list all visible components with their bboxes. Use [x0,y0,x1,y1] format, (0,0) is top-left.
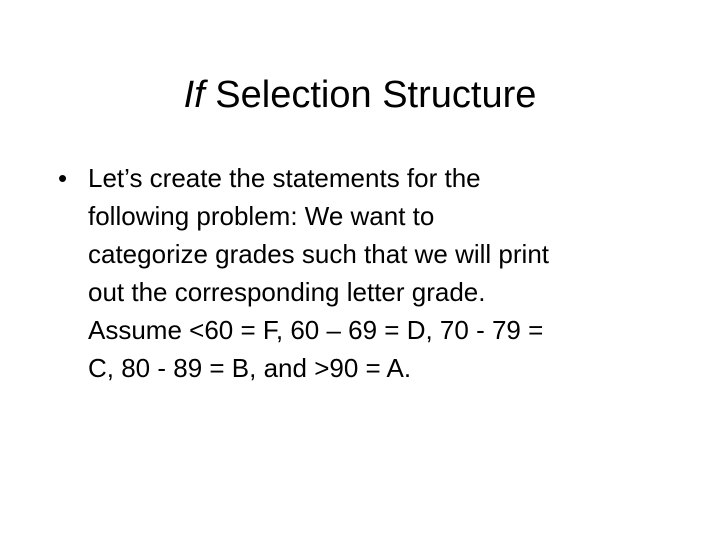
slide-title-rest: Selection Structure [204,74,537,116]
bullet-line-3: categorize grades such that we will print [88,239,550,269]
slide-body [58,159,664,387]
bullet-line-6: C, 80 - 89 = B, and >90 = A. [88,353,412,383]
bullet-icon: • [58,163,68,193]
slide-title-emphasis: If [183,74,205,116]
bullet-line-2: following problem: We want to [88,201,435,231]
slide-title [0,66,720,124]
bullet-line-4: out the corresponding letter grade. [88,277,486,307]
bullet-line-5: Assume <60 = F, 60 – 69 = D, 70 - 79 = [88,315,544,345]
bullet-item [58,159,664,387]
bullet-line-1: Let’s create the statements for the [88,163,481,193]
